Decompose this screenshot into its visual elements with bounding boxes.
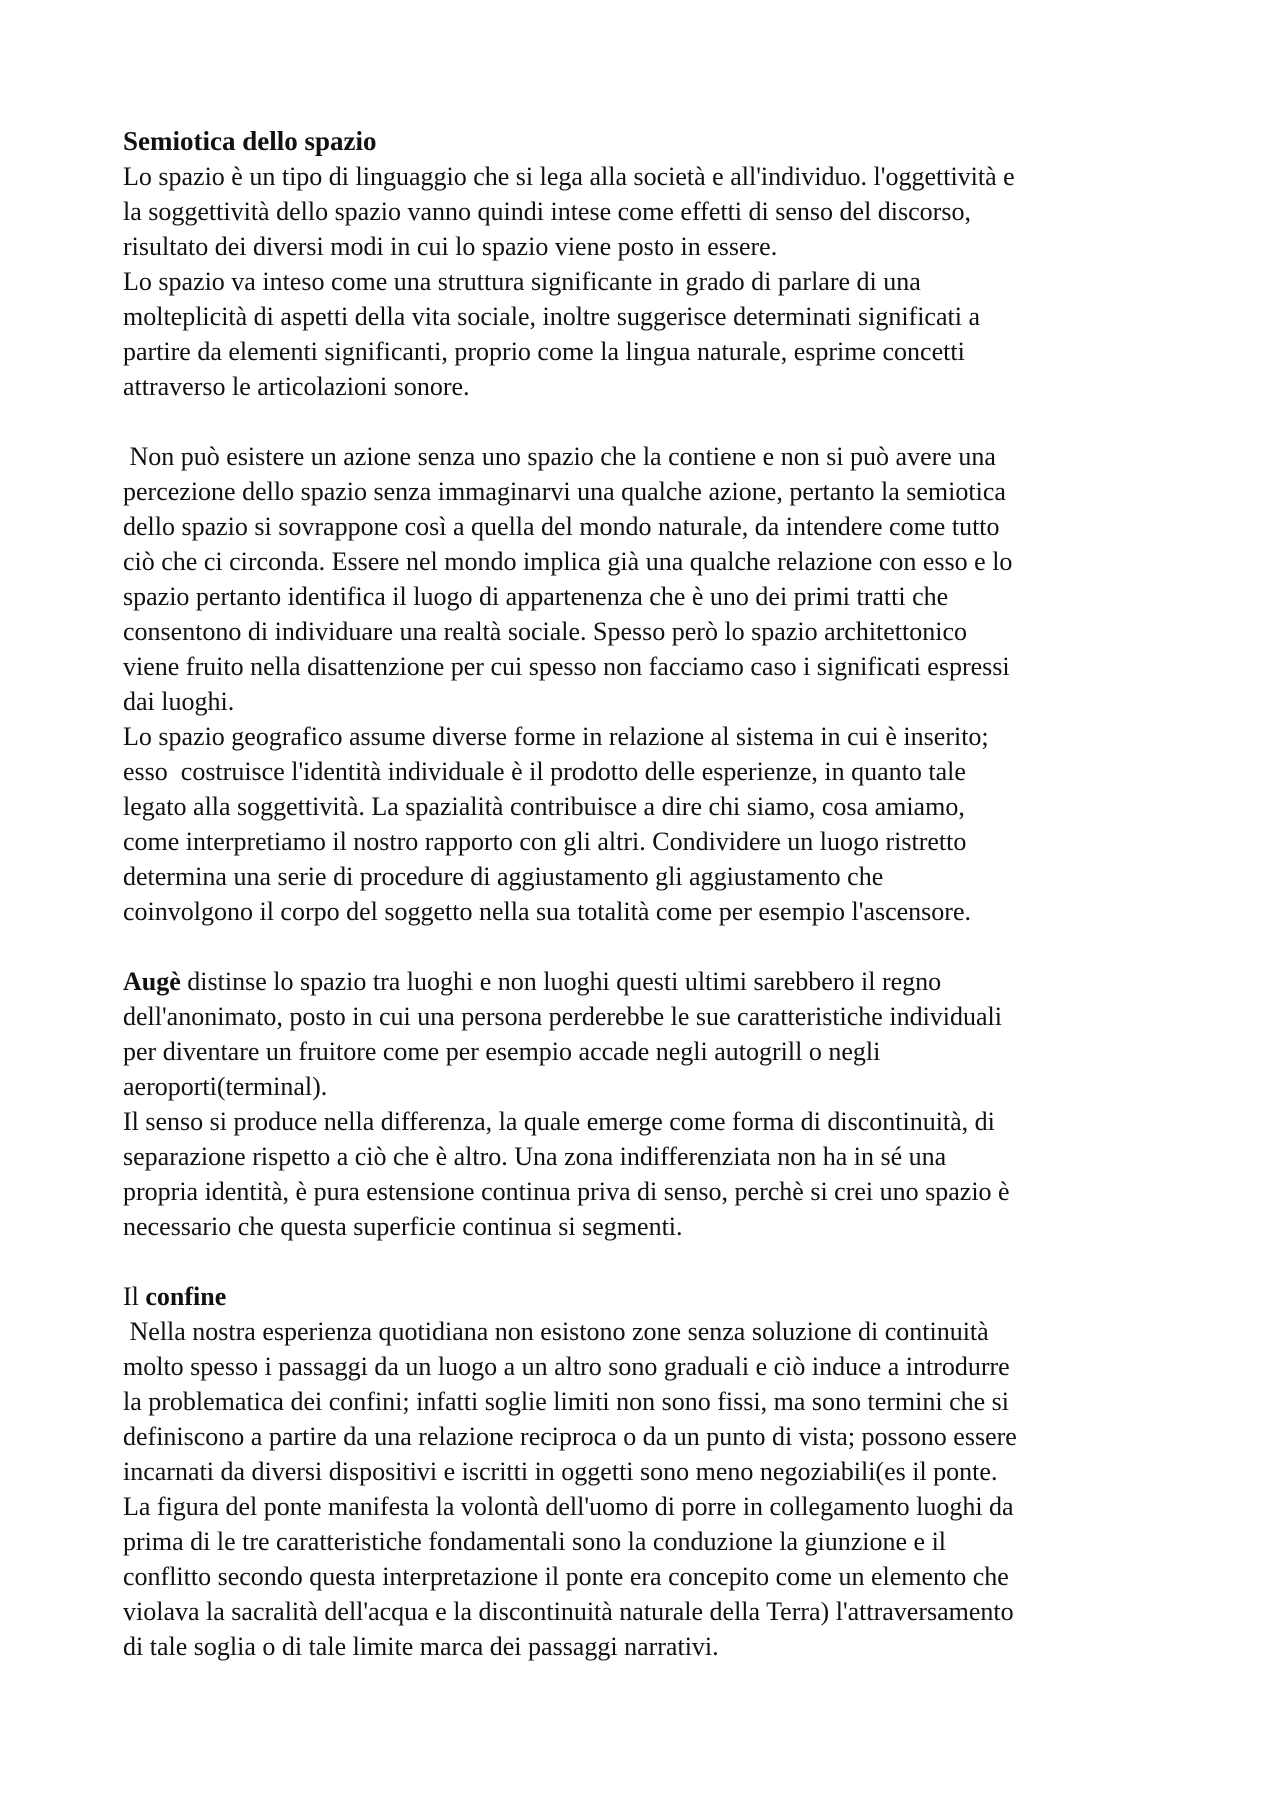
text-line: Il senso si produce nella differenza, la quale emerge come forma di discontinuità, di xyxy=(123,1107,995,1136)
text-line: consentono di individuare una realtà sociale. Spesso però lo spazio architettonico xyxy=(123,617,968,646)
text-line: ciò che ci circonda. Essere nel mondo implica già una qualche relazione con esso e lo xyxy=(123,547,1013,576)
section-heading xyxy=(123,1279,1183,1314)
text-line: dello spazio si sovrappone così a quella del mondo naturale, da intendere come tutto xyxy=(123,512,1000,541)
text-line: Lo spazio è un tipo di linguaggio che si lega alla società e all'individuo. l'oggettività e xyxy=(123,162,1015,191)
text-line: dell'anonimato, posto in cui una persona perderebbe le sue caratteristiche individuali xyxy=(123,1002,1002,1031)
heading-bold: confine xyxy=(145,1282,227,1311)
heading-prefix: Il xyxy=(123,1282,146,1311)
text-line: esso costruisce l'identità individuale è il prodotto delle esperienze, in quanto tale xyxy=(123,757,966,786)
text-line: prima di le tre caratteristiche fondamentali sono la conduzione la giunzione e il xyxy=(123,1527,947,1556)
paragraph-spacer xyxy=(123,404,1183,439)
text-line: dai luoghi. xyxy=(123,687,235,716)
text-line: Lo spazio va inteso come una struttura significante in grado di parlare di una xyxy=(123,267,921,296)
text-line: molto spesso i passaggi da un luogo a un altro sono graduali e ciò induce a introdurre xyxy=(123,1352,1010,1381)
bold-term-auge: Augè xyxy=(123,967,181,996)
document-title: Semiotica dello spazio xyxy=(123,126,377,156)
text-line: Lo spazio geografico assume diverse forme in relazione al sistema in cui è inserito; xyxy=(123,722,989,751)
text-line: coinvolgono il corpo del soggetto nella sua totalità come per esempio l'ascensore. xyxy=(123,897,971,926)
text-line: separazione rispetto a ciò che è altro. Una zona indifferenziata non ha in sé una xyxy=(123,1142,947,1171)
text-line: La figura del ponte manifesta la volontà dell'uomo di porre in collegamento luoghi da xyxy=(123,1492,1014,1521)
text-line: Non può esistere un azione senza uno spazio che la contiene e non si può avere una xyxy=(123,442,996,471)
text-line: spazio pertanto identifica il luogo di appartenenza che è uno dei primi tratti che xyxy=(123,582,949,611)
text-line: legato alla soggettività. La spazialità contribuisce a dire chi siamo, cosa amiamo, xyxy=(123,792,965,821)
text-line xyxy=(123,964,1183,999)
text-line: definiscono a partire da una relazione reciproca o da un punto di vista; possono essere xyxy=(123,1422,1017,1451)
text-line: incarnati da diversi dispositivi e iscritti in oggetti sono meno negoziabili(es il ponte. xyxy=(123,1457,998,1486)
text-line: Nella nostra esperienza quotidiana non esistono zone senza soluzione di continuità xyxy=(123,1317,989,1346)
text-line: percezione dello spazio senza immaginarvi una qualche azione, pertanto la semiotica xyxy=(123,477,1006,506)
paragraph-spacer xyxy=(123,1244,1183,1279)
document-page xyxy=(123,124,1183,1664)
text-line: violava la sacralità dell'acqua e la discontinuità naturale della Terra) l'attraversamento xyxy=(123,1597,1014,1626)
text-line: determina una serie di procedure di aggiustamento gli aggiustamento che xyxy=(123,862,884,891)
text-line: aeroporti(terminal). xyxy=(123,1072,328,1101)
text-line: conflitto secondo questa interpretazione il ponte era concepito come un elemento che xyxy=(123,1562,1009,1591)
text-line: viene fruito nella disattenzione per cui spesso non facciamo caso i significati espressi xyxy=(123,652,1010,681)
text-line: molteplicità di aspetti della vita sociale, inoltre suggerisce determinati significati a xyxy=(123,302,980,331)
paragraph-spacer xyxy=(123,929,1183,964)
text-segment: distinse lo spazio tra luoghi e non luoghi questi ultimi sarebbero il regno xyxy=(180,967,942,996)
text-line: necessario che questa superficie continua si segmenti. xyxy=(123,1212,683,1241)
text-line: per diventare un fruitore come per esempio accade negli autogrill o negli xyxy=(123,1037,881,1066)
text-line: risultato dei diversi modi in cui lo spazio viene posto in essere. xyxy=(123,232,778,261)
text-line: di tale soglia o di tale limite marca dei passaggi narrativi. xyxy=(123,1632,719,1661)
text-line: come interpretiamo il nostro rapporto con gli altri. Condividere un luogo ristretto xyxy=(123,827,967,856)
text-line: partire da elementi significanti, proprio come la lingua naturale, esprime concetti xyxy=(123,337,965,366)
text-line: la problematica dei confini; infatti soglie limiti non sono fissi, ma sono termini che si xyxy=(123,1387,1010,1416)
text-line: la soggettività dello spazio vanno quindi intese come effetti di senso del discorso, xyxy=(123,197,971,226)
text-line: propria identità, è pura estensione continua priva di senso, perchè si crei uno spazio è xyxy=(123,1177,1010,1206)
text-line: attraverso le articolazioni sonore. xyxy=(123,372,470,401)
